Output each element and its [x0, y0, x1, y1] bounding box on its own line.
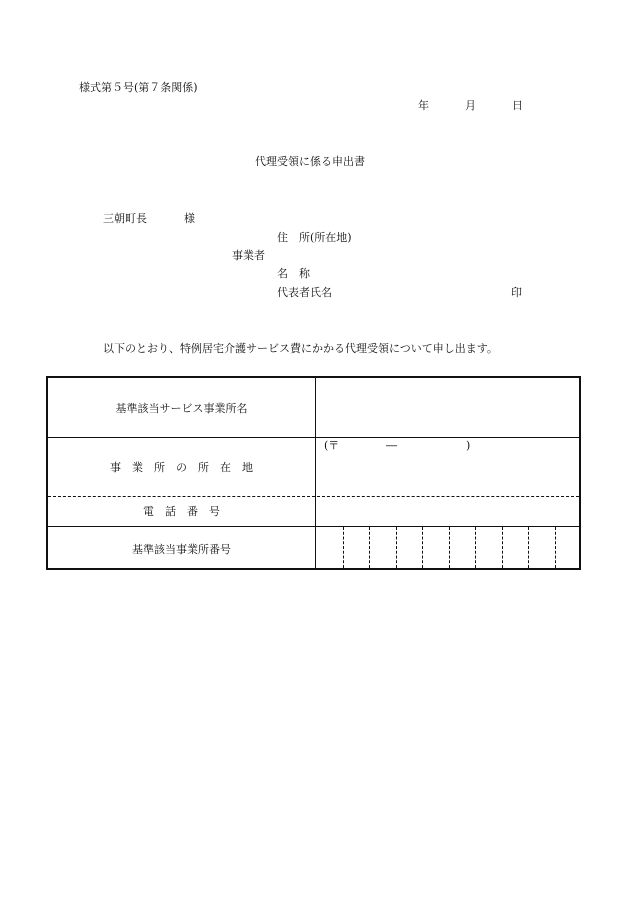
date-month-label: 月: [465, 99, 476, 112]
postal-close: ): [466, 439, 471, 452]
office-name-label: 基準該当サービス事業所名: [115, 402, 248, 415]
representative-name-label: 代表者氏名: [277, 286, 332, 299]
column-divider: [315, 378, 316, 568]
digit-separator: [528, 527, 529, 568]
seal-mark: 印: [511, 286, 522, 299]
digit-separator: [396, 527, 397, 568]
phone-number-label: 電 話 番 号: [143, 505, 220, 518]
office-number-label: 基準該当事業所番号: [132, 543, 231, 556]
row-divider: [48, 526, 579, 527]
digit-separator: [555, 527, 556, 568]
addressee-name: 三朝町長: [103, 212, 147, 225]
applicant-name-label: 名 称: [277, 267, 310, 280]
row-divider: [48, 437, 579, 438]
applicant-business-label: 事業者: [232, 249, 265, 262]
application-form-table: [46, 376, 581, 570]
form-number: 様式第５号(第７条関係): [79, 81, 198, 94]
addressee-honorific: 様: [184, 212, 195, 225]
postal-dash: ―: [386, 439, 397, 452]
digit-separator: [369, 527, 370, 568]
digit-separator: [449, 527, 450, 568]
digit-separator: [502, 527, 503, 568]
intro-statement: 以下のとおり、特例居宅介護サービス費にかかる代理受領について申し出ます。: [103, 342, 498, 355]
digit-separator: [422, 527, 423, 568]
date-day-label: 日: [512, 99, 523, 112]
office-location-label: 事 業 所 の 所 在 地: [110, 461, 253, 474]
postal-open: (〒: [324, 439, 340, 452]
row-divider-dashed: [48, 496, 579, 497]
applicant-address-label: 住 所(所在地): [277, 231, 352, 244]
document-title: 代理受領に係る申出書: [255, 155, 365, 168]
digit-separator: [475, 527, 476, 568]
date-year-label: 年: [418, 99, 429, 112]
digit-separator: [343, 527, 344, 568]
